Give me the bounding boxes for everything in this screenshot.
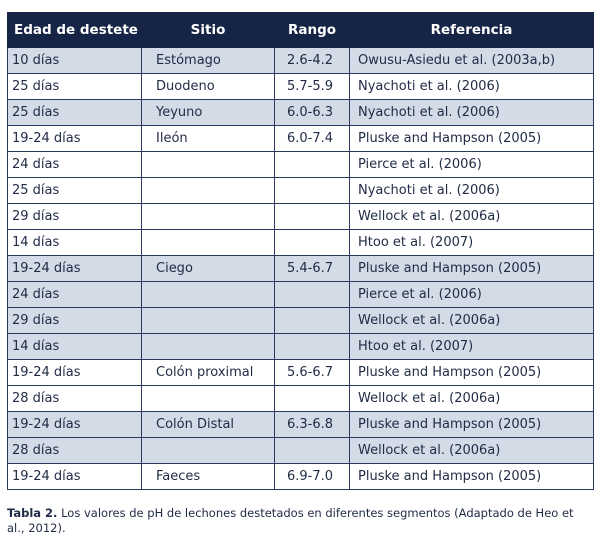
table-row: [8, 282, 594, 308]
table-row: [8, 74, 594, 100]
table-row: [8, 360, 594, 386]
cell-sitio: [142, 334, 275, 360]
table-row: [8, 464, 594, 490]
cell-sitio: Faeces: [142, 464, 275, 490]
cell-sitio: Colón Distal: [142, 412, 275, 438]
cell-referencia: Pierce et al. (2006): [350, 152, 594, 178]
cell-rango: 6.0-6.3: [275, 100, 350, 126]
cell-rango: [275, 386, 350, 412]
cell-rango: [275, 308, 350, 334]
cell-rango: [275, 178, 350, 204]
header-edad-de-destete: Edad de destete: [8, 13, 142, 48]
table-container: [7, 12, 593, 490]
cell-sitio: Duodeno: [142, 74, 275, 100]
cell-sitio: Ileón: [142, 126, 275, 152]
cell-edad: 28 días: [8, 438, 142, 464]
cell-referencia: Wellock et al. (2006a): [350, 204, 594, 230]
cell-edad: 24 días: [8, 282, 142, 308]
cell-rango: [275, 152, 350, 178]
header-rango: Rango: [275, 13, 350, 48]
cell-edad: 25 días: [8, 178, 142, 204]
table-row: [8, 412, 594, 438]
cell-sitio: [142, 282, 275, 308]
table-body: [8, 48, 594, 490]
cell-rango: 6.3-6.8: [275, 412, 350, 438]
table-row: [8, 204, 594, 230]
cell-referencia: Pluske and Hampson (2005): [350, 360, 594, 386]
cell-rango: [275, 230, 350, 256]
cell-referencia: Pluske and Hampson (2005): [350, 464, 594, 490]
cell-referencia: Nyachoti et al. (2006): [350, 74, 594, 100]
header-sitio: Sitio: [142, 13, 275, 48]
cell-edad: 25 días: [8, 100, 142, 126]
cell-rango: [275, 204, 350, 230]
cell-sitio: [142, 386, 275, 412]
cell-sitio: Yeyuno: [142, 100, 275, 126]
cell-sitio: Ciego: [142, 256, 275, 282]
cell-edad: 19-24 días: [8, 360, 142, 386]
cell-edad: 29 días: [8, 308, 142, 334]
cell-referencia: Wellock et al. (2006a): [350, 438, 594, 464]
cell-referencia: Nyachoti et al. (2006): [350, 178, 594, 204]
table-row: [8, 230, 594, 256]
cell-rango: [275, 438, 350, 464]
table-row: [8, 386, 594, 412]
cell-edad: 10 días: [8, 48, 142, 74]
cell-referencia: Htoo et al. (2007): [350, 334, 594, 360]
cell-rango: 5.4-6.7: [275, 256, 350, 282]
table-row: [8, 100, 594, 126]
table-row: [8, 48, 594, 74]
cell-edad: 24 días: [8, 152, 142, 178]
cell-referencia: Nyachoti et al. (2006): [350, 100, 594, 126]
table-header-row: [8, 13, 594, 48]
cell-rango: 6.0-7.4: [275, 126, 350, 152]
caption-text: Los valores de pH de lechones destetados en diferentes segmentos (Adaptado de Heo et al., 2012).: [7, 506, 574, 535]
caption-label: Tabla 2.: [7, 506, 58, 520]
cell-referencia: Wellock et al. (2006a): [350, 386, 594, 412]
cell-referencia: Pluske and Hampson (2005): [350, 412, 594, 438]
cell-sitio: Colón proximal: [142, 360, 275, 386]
cell-edad: 19-24 días: [8, 412, 142, 438]
cell-referencia: Wellock et al. (2006a): [350, 308, 594, 334]
cell-referencia: Htoo et al. (2007): [350, 230, 594, 256]
cell-rango: [275, 282, 350, 308]
cell-referencia: Pluske and Hampson (2005): [350, 126, 594, 152]
cell-sitio: [142, 178, 275, 204]
cell-rango: 5.7-5.9: [275, 74, 350, 100]
table-row: [8, 152, 594, 178]
table-row: [8, 438, 594, 464]
cell-edad: 28 días: [8, 386, 142, 412]
cell-sitio: [142, 152, 275, 178]
cell-edad: 19-24 días: [8, 256, 142, 282]
cell-rango: 6.9-7.0: [275, 464, 350, 490]
cell-sitio: [142, 204, 275, 230]
ph-values-table: [7, 12, 594, 490]
cell-edad: 25 días: [8, 74, 142, 100]
cell-rango: 5.6-6.7: [275, 360, 350, 386]
cell-referencia: Owusu-Asiedu et al. (2003a,b): [350, 48, 594, 74]
cell-sitio: [142, 438, 275, 464]
cell-edad: 14 días: [8, 334, 142, 360]
header-referencia: Referencia: [350, 13, 594, 48]
table-caption: [7, 506, 593, 536]
cell-sitio: Estómago: [142, 48, 275, 74]
cell-sitio: [142, 230, 275, 256]
cell-edad: 14 días: [8, 230, 142, 256]
table-row: [8, 178, 594, 204]
cell-edad: 19-24 días: [8, 464, 142, 490]
cell-sitio: [142, 308, 275, 334]
cell-referencia: Pluske and Hampson (2005): [350, 256, 594, 282]
table-row: [8, 126, 594, 152]
cell-referencia: Pierce et al. (2006): [350, 282, 594, 308]
cell-edad: 29 días: [8, 204, 142, 230]
cell-rango: [275, 334, 350, 360]
cell-edad: 19-24 días: [8, 126, 142, 152]
table-row: [8, 308, 594, 334]
table-row: [8, 256, 594, 282]
table-row: [8, 334, 594, 360]
cell-rango: 2.6-4.2: [275, 48, 350, 74]
